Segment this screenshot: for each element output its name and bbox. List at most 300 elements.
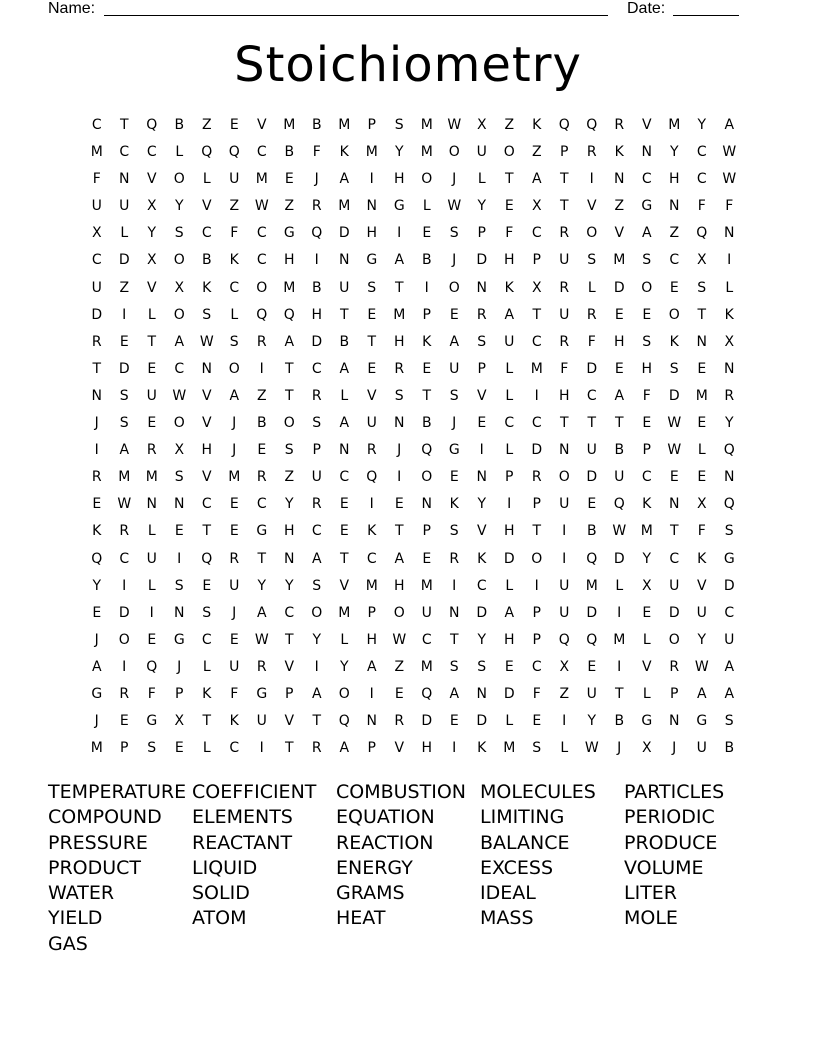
grid-letter: E — [257, 442, 267, 459]
grid-letter: O — [118, 631, 130, 648]
grid-letter: S — [119, 415, 129, 432]
grid-letter: U — [586, 685, 597, 702]
grid-letter: A — [394, 252, 405, 269]
grid-letter: W — [172, 387, 187, 404]
grid-letter: E — [284, 171, 294, 188]
grid-letter: P — [285, 685, 294, 702]
grid-letter: K — [477, 740, 487, 757]
grid-letter: T — [394, 523, 404, 540]
grid-letter: U — [229, 577, 240, 594]
grid-letter: Z — [504, 117, 515, 133]
grid-letter: R — [394, 360, 405, 377]
grid-letter: Q — [91, 550, 103, 567]
grid-letter: N — [119, 171, 130, 188]
grid-letter: K — [697, 550, 707, 567]
grid-letter: D — [118, 252, 130, 269]
grid-letter: K — [202, 279, 212, 296]
grid-letter: V — [201, 415, 212, 432]
grid-letter: E — [422, 360, 432, 377]
grid-letter: O — [311, 604, 323, 621]
grid-letter: R — [449, 550, 460, 567]
grid-letter: G — [256, 685, 268, 702]
grid-letter: P — [505, 469, 514, 486]
grid-letter: I — [507, 496, 512, 513]
grid-letter: T — [559, 198, 569, 215]
grid-letter: X — [146, 252, 157, 269]
grid-letter: S — [174, 225, 184, 242]
grid-letter: M — [695, 387, 708, 404]
grid-letter: S — [174, 469, 184, 486]
grid-letter: Y — [284, 577, 294, 594]
grid-letter: L — [505, 360, 514, 377]
grid-letter: E — [119, 333, 129, 350]
grid-letter: L — [340, 631, 349, 648]
grid-letter: R — [91, 333, 102, 350]
grid-letter: X — [531, 198, 542, 215]
grid-row — [83, 546, 743, 573]
word-list-item: PRODUCT — [48, 856, 142, 879]
grid-letter: Q — [366, 469, 378, 486]
grid-letter: D — [531, 442, 543, 459]
grid-letter: C — [311, 360, 322, 377]
grid-letter: I — [314, 658, 319, 675]
grid-letter: U — [366, 415, 377, 432]
grid-letter: U — [119, 198, 130, 215]
grid-letter: C — [201, 631, 212, 648]
grid-row — [83, 247, 743, 274]
grid-letter: D — [118, 360, 130, 377]
grid-letter: P — [670, 685, 679, 702]
grid-letter: D — [421, 713, 433, 730]
grid-letter: M — [118, 469, 131, 486]
grid-letter: Q — [586, 550, 598, 567]
grid-letter: H — [201, 442, 213, 459]
grid-letter: U — [476, 144, 487, 161]
grid-letter: F — [532, 685, 541, 702]
grid-letter: D — [338, 225, 350, 242]
grid-letter: U — [339, 279, 350, 296]
grid-letter: G — [366, 252, 378, 269]
grid-letter: C — [311, 523, 322, 540]
grid-letter: Y — [697, 631, 707, 648]
grid-letter: O — [448, 144, 460, 161]
grid-row — [83, 735, 743, 762]
grid-letter: I — [452, 740, 457, 757]
grid-letter: H — [393, 577, 405, 594]
grid-letter: H — [668, 171, 680, 188]
grid-letter: S — [477, 333, 487, 350]
grid-letter: K — [202, 685, 212, 702]
grid-letter: M — [365, 577, 378, 594]
grid-letter: W — [117, 496, 132, 513]
grid-letter: A — [339, 360, 350, 377]
grid-letter: G — [283, 225, 295, 242]
grid-letter: L — [477, 171, 486, 188]
grid-letter: W — [667, 442, 682, 459]
grid-letter: P — [532, 496, 541, 513]
grid-letter: P — [532, 631, 541, 648]
grid-letter: S — [394, 117, 404, 133]
grid-letter: J — [397, 442, 402, 459]
grid-letter: N — [339, 442, 350, 459]
grid-letter: W — [447, 117, 462, 133]
grid-letter: W — [667, 415, 682, 432]
grid-letter: H — [393, 171, 405, 188]
grid-letter: N — [146, 496, 157, 513]
grid-letter: I — [314, 252, 319, 269]
word-list-item: COMBUSTION — [336, 781, 466, 803]
grid-letter: X — [174, 279, 185, 296]
grid-letter: Y — [724, 415, 734, 432]
grid-letter: Z — [669, 225, 680, 242]
header-line — [48, 0, 740, 18]
grid-letter: F — [92, 171, 101, 188]
grid-letter: E — [92, 604, 102, 621]
grid-letter: C — [696, 144, 707, 161]
grid-letter: T — [669, 523, 679, 540]
grid-letter: I — [617, 658, 622, 675]
grid-letter: Y — [477, 496, 487, 513]
grid-letter: C — [201, 225, 212, 242]
grid-letter: E — [422, 550, 432, 567]
grid-letter: M — [90, 144, 103, 161]
grid-letter: D — [613, 550, 625, 567]
grid-letter: E — [367, 360, 377, 377]
word-list-item: EXCESS — [480, 856, 554, 879]
grid-letter: T — [339, 306, 349, 323]
grid-letter: H — [613, 333, 625, 350]
grid-letter: G — [393, 198, 405, 215]
word-list-item: MASS — [480, 907, 534, 930]
grid-letter: T — [284, 740, 294, 757]
grid-letter: W — [694, 658, 709, 675]
grid-letter: C — [146, 144, 157, 161]
grid-letter: C — [256, 144, 267, 161]
grid-letter: U — [91, 198, 102, 215]
grid-letter: L — [505, 387, 514, 404]
grid-letter: S — [697, 279, 707, 296]
grid-letter: R — [476, 306, 487, 323]
word-list-item: REACTION — [336, 831, 434, 854]
grid-letter: M — [365, 144, 378, 161]
grid-letter: E — [614, 360, 624, 377]
grid-letter: T — [532, 306, 542, 323]
grid-letter: O — [173, 306, 185, 323]
grid-letter: Q — [723, 442, 735, 459]
grid-letter: T — [422, 387, 432, 404]
grid-letter: A — [311, 685, 322, 702]
grid-letter: U — [586, 442, 597, 459]
grid-letter: K — [229, 713, 239, 730]
grid-letter: G — [696, 713, 708, 730]
grid-letter: F — [505, 225, 514, 242]
grid-letter: A — [724, 685, 735, 702]
grid-letter: P — [312, 442, 321, 459]
grid-letter: N — [476, 469, 487, 486]
grid-row — [83, 220, 743, 247]
grid-letter: S — [202, 604, 212, 621]
grid-letter: A — [229, 387, 240, 404]
grid-letter: C — [256, 496, 267, 513]
grid-letter: J — [94, 713, 99, 730]
grid-letter: D — [586, 604, 598, 621]
grid-letter: T — [559, 415, 569, 432]
word-list-item: SOLID — [192, 882, 250, 905]
grid-letter: F — [560, 360, 569, 377]
grid-letter: B — [339, 333, 350, 350]
grid-letter: X — [174, 442, 185, 459]
grid-letter: V — [339, 577, 350, 594]
grid-letter: E — [669, 469, 679, 486]
grid-letter: R — [311, 387, 322, 404]
grid-letter: V — [476, 523, 487, 540]
grid-letter: T — [614, 415, 624, 432]
grid-letter: A — [504, 306, 515, 323]
grid-letter: E — [642, 604, 652, 621]
word-list-item: PERIODIC — [624, 806, 715, 829]
grid-letter: R — [146, 442, 157, 459]
grid-letter: L — [642, 685, 651, 702]
grid-letter: Q — [146, 658, 158, 675]
grid-letter: U — [504, 333, 515, 350]
grid-letter: C — [641, 171, 652, 188]
grid-letter: H — [558, 387, 570, 404]
grid-letter: B — [724, 740, 735, 757]
grid-letter: O — [531, 550, 543, 567]
grid-letter: Z — [229, 198, 240, 215]
grid-letter: H — [503, 252, 515, 269]
grid-letter: C — [229, 279, 240, 296]
grid-letter: E — [504, 658, 514, 675]
grid-letter: E — [394, 496, 404, 513]
grid-letter: J — [672, 740, 677, 757]
grid-row — [83, 464, 743, 491]
grid-letter: M — [338, 117, 351, 133]
grid-letter: O — [586, 225, 598, 242]
word-list-item: WATER — [48, 882, 115, 905]
grid-letter: G — [641, 198, 653, 215]
word-list-item: VOLUME — [624, 856, 704, 879]
grid-letter: K — [449, 496, 459, 513]
grid-letter: E — [119, 713, 129, 730]
grid-letter: R — [586, 306, 597, 323]
grid-letter: U — [559, 252, 570, 269]
grid-letter: T — [394, 279, 404, 296]
grid-letter: R — [256, 333, 267, 350]
grid-letter: M — [228, 469, 241, 486]
grid-letter: Y — [477, 631, 487, 648]
grid-letter: S — [174, 577, 184, 594]
grid-letter: H — [366, 225, 378, 242]
grid-letter: K — [477, 550, 487, 567]
grid-letter: T — [614, 685, 624, 702]
grid-letter: I — [534, 387, 539, 404]
grid-letter: C — [366, 550, 377, 567]
grid-letter: Y — [174, 198, 184, 215]
word-list-item: YIELD — [48, 907, 103, 930]
grid-letter: I — [122, 306, 127, 323]
grid-letter: M — [255, 171, 268, 188]
grid-letter: L — [340, 387, 349, 404]
grid-letter: S — [367, 279, 377, 296]
grid-letter: E — [669, 279, 679, 296]
grid-letter: I — [562, 550, 567, 567]
grid-letter: K — [367, 523, 377, 540]
grid-letter: S — [642, 333, 652, 350]
grid-letter: W — [612, 523, 627, 540]
grid-letter: C — [256, 252, 267, 269]
grid-letter: E — [587, 658, 597, 675]
grid-letter: I — [369, 685, 374, 702]
grid-letter: X — [476, 117, 487, 133]
grid-letter: D — [311, 333, 323, 350]
grid-letter: R — [366, 442, 377, 459]
grid-letter: E — [147, 631, 157, 648]
grid-letter: L — [147, 306, 156, 323]
grid-letter: L — [175, 144, 184, 161]
grid-letter: L — [560, 740, 569, 757]
grid-row — [83, 383, 743, 410]
grid-letter: Q — [146, 117, 158, 133]
grid-letter: C — [339, 469, 350, 486]
grid-letter: Q — [338, 713, 350, 730]
word-list-item: LIQUID — [192, 856, 258, 879]
grid-letter: T — [202, 523, 212, 540]
grid-letter: G — [91, 685, 103, 702]
grid-letter: D — [613, 279, 625, 296]
grid-letter: E — [697, 360, 707, 377]
grid-letter: Q — [586, 117, 598, 133]
grid-row — [83, 518, 743, 545]
grid-row — [83, 708, 743, 735]
grid-letter: O — [421, 469, 433, 486]
grid-letter: C — [669, 252, 680, 269]
grid-letter: I — [727, 252, 732, 269]
grid-letter: V — [696, 577, 707, 594]
grid-letter: G — [146, 713, 158, 730]
grid-letter: N — [476, 279, 487, 296]
word-list-item: PARTICLES — [624, 781, 725, 803]
grid-letter: L — [642, 631, 651, 648]
word-list-item: IDEAL — [480, 882, 536, 905]
grid-letter: E — [449, 469, 459, 486]
grid-letter: T — [202, 713, 212, 730]
grid-letter: N — [724, 469, 735, 486]
grid-letter: M — [338, 604, 351, 621]
grid-letter: D — [118, 604, 130, 621]
grid-letter: P — [642, 442, 651, 459]
grid-letter: I — [94, 442, 99, 459]
grid-letter: M — [420, 117, 433, 133]
grid-letter: P — [477, 225, 486, 242]
grid-letter: I — [259, 360, 264, 377]
grid-letter: I — [479, 442, 484, 459]
grid-letter: P — [367, 117, 376, 133]
grid-letter: N — [91, 387, 102, 404]
grid-letter: T — [449, 631, 459, 648]
grid-row — [83, 112, 743, 139]
grid-letter: L — [505, 577, 514, 594]
grid-row — [83, 681, 743, 708]
grid-letter: I — [369, 171, 374, 188]
grid-letter: R — [311, 198, 322, 215]
grid-letter: H — [421, 740, 433, 757]
grid-letter: M — [420, 577, 433, 594]
grid-row — [83, 573, 743, 600]
grid-letter: C — [531, 415, 542, 432]
grid-letter: Y — [257, 577, 267, 594]
grid-letter: I — [369, 496, 374, 513]
grid-letter: Y — [669, 144, 679, 161]
grid-letter: X — [724, 333, 735, 350]
word-list-item: MOLE — [624, 907, 678, 930]
grid-letter: Y — [312, 631, 322, 648]
grid-row — [83, 302, 743, 329]
grid-letter: C — [174, 360, 185, 377]
grid-letter: E — [339, 523, 349, 540]
word-list-item: ATOM — [192, 907, 247, 930]
grid-letter: T — [284, 631, 294, 648]
grid-letter: L — [202, 171, 211, 188]
grid-letter: Z — [256, 387, 267, 404]
grid-letter: S — [147, 740, 157, 757]
grid-letter: J — [94, 415, 99, 432]
grid-letter: G — [256, 523, 268, 540]
grid-letter: Q — [228, 144, 240, 161]
word-list-item: LITER — [624, 882, 678, 905]
grid-letter: U — [91, 279, 102, 296]
grid-letter: A — [504, 604, 515, 621]
grid-letter: A — [339, 171, 350, 188]
grid-letter: F — [230, 685, 239, 702]
grid-letter: O — [668, 306, 680, 323]
grid-letter: O — [448, 279, 460, 296]
grid-letter: Z — [284, 198, 295, 215]
grid-letter: E — [229, 631, 239, 648]
grid-letter: K — [614, 144, 624, 161]
grid-letter: O — [283, 415, 295, 432]
grid-letter: E — [477, 415, 487, 432]
grid-letter: V — [256, 117, 267, 133]
grid-letter: A — [531, 171, 542, 188]
grid-letter: E — [147, 415, 157, 432]
grid-letter: F — [642, 387, 651, 404]
grid-letter: X — [641, 577, 652, 594]
grid-letter: M — [283, 117, 296, 133]
grid-letter: G — [641, 713, 653, 730]
grid-letter: C — [91, 252, 102, 269]
grid-letter: A — [449, 333, 460, 350]
grid-letter: T — [504, 171, 514, 188]
grid-letter: T — [284, 360, 294, 377]
grid-letter: W — [447, 198, 462, 215]
grid-letter: M — [420, 144, 433, 161]
word-list-item: GRAMS — [336, 882, 405, 905]
grid-letter: F — [587, 333, 596, 350]
grid-letter: M — [393, 306, 406, 323]
grid-letter: L — [505, 442, 514, 459]
grid-letter: N — [421, 496, 432, 513]
grid-letter: B — [586, 523, 597, 540]
grid-letter: J — [617, 740, 622, 757]
grid-letter: D — [503, 685, 515, 702]
grid-letter: S — [449, 387, 459, 404]
grid-letter: D — [476, 713, 488, 730]
grid-letter: A — [614, 387, 625, 404]
grid-letter: N — [174, 604, 185, 621]
grid-letter: G — [723, 550, 735, 567]
grid-letter: X — [146, 198, 157, 215]
